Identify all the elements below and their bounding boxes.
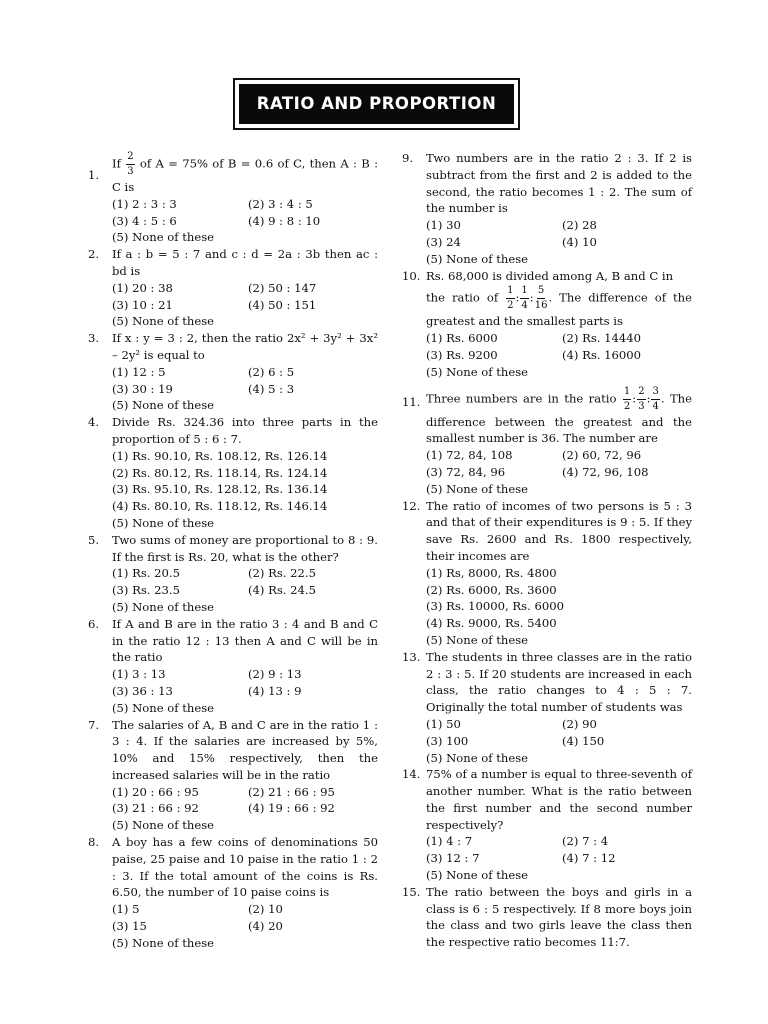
option[interactable]: (1) 20 : 38 — [112, 280, 173, 295]
option[interactable]: (1) Rs, 8000, Rs. 4800 — [426, 565, 557, 580]
option[interactable]: (4) Rs. 16000 — [562, 347, 642, 362]
option[interactable]: (5) None of these — [426, 632, 529, 647]
option[interactable]: (1) 50 — [426, 716, 461, 731]
option[interactable]: (2) 7 : 4 — [562, 834, 609, 849]
option[interactable]: (1) 3 : 13 — [112, 667, 166, 682]
question-2 — [88, 246, 378, 330]
title-box — [233, 78, 520, 130]
option[interactable]: (2) Rs. 6000, Rs. 3600 — [426, 582, 557, 597]
question-8 — [88, 834, 378, 952]
option[interactable]: (1) 5 — [112, 902, 140, 917]
question-number: 8. — [88, 835, 100, 850]
option[interactable]: (2) 28 — [562, 218, 597, 233]
options — [426, 447, 692, 481]
page-title: RATIO AND PROPORTION — [239, 84, 514, 124]
question-number: 15. — [402, 884, 421, 899]
option[interactable]: (3) 15 — [112, 919, 147, 934]
option[interactable]: (2) 21 : 66 : 95 — [248, 784, 335, 799]
question-15 — [402, 884, 692, 951]
option[interactable]: (4) 7 : 12 — [562, 851, 616, 866]
question-3 — [88, 330, 378, 414]
option[interactable]: (5) None of these — [112, 700, 215, 715]
option[interactable]: (4) 10 — [562, 234, 597, 249]
option[interactable]: (4) 72, 96, 108 — [562, 464, 649, 479]
fraction: $\frac{1}{2}$ — [507, 285, 514, 312]
option[interactable]: (2) Rs. 14440 — [562, 331, 642, 346]
option[interactable]: (3) 30 : 19 — [112, 381, 173, 396]
option[interactable]: (1) 72, 84, 108 — [426, 448, 513, 463]
question-number: 10. — [402, 268, 421, 283]
option[interactable]: (4) 150 — [562, 733, 605, 748]
option[interactable]: (5) None of these — [112, 398, 215, 413]
question-text: If a : b = 5 : 7 and c : d = 2a : 3b then ac : bd is — [112, 247, 378, 278]
option[interactable]: (3) 72, 84, 96 — [426, 464, 506, 479]
option[interactable]: (4) 9 : 8 : 10 — [248, 213, 321, 228]
option[interactable]: (2) 9 : 13 — [248, 667, 302, 682]
question-12 — [402, 498, 692, 649]
question-1 — [88, 150, 378, 246]
question-text: The ratio of incomes of two persons is 5 : 3 and that of their expenditures is 9 : 5. If they save Rs. 2600 and Rs. 1800 respectively, their incomes are — [426, 498, 692, 563]
option[interactable]: (1) 2 : 3 : 3 — [112, 196, 177, 211]
question-number: 12. — [402, 498, 421, 513]
option[interactable]: (3) 21 : 66 : 92 — [112, 801, 199, 816]
options — [112, 784, 378, 818]
question-text: If x : y = 3 : 2, then the ratio 2x² + 3y² + 3x² – 2y² is equal to — [112, 331, 378, 362]
fraction: $\frac{2}{3}$ — [127, 151, 134, 177]
question-text: The salaries of A, B and C are in the ratio 1 : 3 : 4. If the salaries are increased by 5%, 10% and 15% respectively, then the increased salaries will be in the ratio — [112, 717, 378, 782]
option[interactable]: (1) Rs. 20.5 — [112, 566, 180, 581]
option[interactable]: (5) None of these — [426, 251, 529, 266]
options — [426, 833, 692, 867]
option[interactable]: (1) Rs. 6000 — [426, 331, 498, 346]
options — [112, 565, 378, 599]
options — [426, 217, 692, 251]
option[interactable]: (1) 4 : 7 — [426, 834, 473, 849]
option[interactable]: (3) 100 — [426, 733, 469, 748]
question-5 — [88, 532, 378, 616]
option[interactable]: (5) None of these — [426, 364, 529, 379]
question-number: 6. — [88, 616, 100, 631]
option[interactable]: (4) 50 : 151 — [248, 297, 317, 312]
question-13 — [402, 649, 692, 767]
options — [112, 901, 378, 935]
option[interactable]: (5) None of these — [426, 750, 529, 765]
option[interactable]: (2) 6 : 5 — [248, 364, 295, 379]
fraction: $\frac{1}{4}$ — [521, 285, 528, 312]
options — [426, 330, 692, 364]
option[interactable]: (4) 19 : 66 : 92 — [248, 801, 335, 816]
fraction: $\frac{2}{3}$ — [638, 385, 645, 412]
option[interactable]: (3) Rs. 9200 — [426, 347, 498, 362]
option[interactable]: (2) 90 — [562, 716, 597, 731]
question-text: If A and B are in the ratio 3 : 4 and B and C in the ratio 12 : 13 then A and C will be in the ratio — [112, 616, 378, 665]
options — [112, 196, 378, 230]
option[interactable]: (3) 12 : 7 — [426, 851, 480, 866]
question-number: 11. — [402, 394, 421, 409]
question-number: 2. — [88, 247, 100, 262]
option[interactable]: (1) 30 — [426, 218, 461, 233]
question-number: 5. — [88, 532, 100, 547]
fraction: $\frac{1}{2}$ — [623, 385, 631, 412]
option[interactable]: (4) Rs. 24.5 — [248, 583, 316, 598]
question-6 — [88, 616, 378, 717]
option[interactable]: (2) 10 — [248, 902, 283, 917]
question-number: 3. — [88, 331, 100, 346]
question-10 — [402, 268, 692, 381]
option[interactable]: (4) 13 : 9 — [248, 683, 302, 698]
option[interactable]: (1) 12 : 5 — [112, 364, 166, 379]
option[interactable]: (4) 5 : 3 — [248, 381, 295, 396]
right-column — [402, 150, 692, 951]
options — [426, 716, 692, 750]
question-text: The students in three classes are in the ratio 2 : 3 : 5. If 20 students are increased in each class, the ratio changes to 4 : 5 : 7. Originally the total number of students was — [426, 649, 692, 715]
option[interactable]: (3) Rs. 10000, Rs. 6000 — [426, 599, 564, 614]
question-text: Three numbers are in the ratio $\frac{1}{2}$ : $\frac{2}{3}$ : $\frac{3}{4}$ . The difference between the greatest and the smallest number is 36. The number are — [426, 385, 693, 446]
option[interactable]: (5) None of these — [112, 818, 215, 833]
option[interactable]: (5) None of these — [426, 481, 529, 496]
options — [112, 666, 378, 700]
option[interactable]: (3) Rs. 23.5 — [112, 583, 180, 598]
option[interactable]: (4) Rs. 80.10, Rs. 118.12, Rs. 146.14 — [112, 499, 328, 514]
option[interactable]: (2) Rs. 80.12, Rs. 118.14, Rs. 124.14 — [112, 465, 328, 480]
question-number: 1. — [88, 168, 100, 182]
question-text: Two numbers are in the ratio 2 : 3. If 2 is subtract from the first and 2 is added to the second, the ratio becomes 1 : 2. The sum of the number is — [426, 151, 692, 216]
question-text: Divide Rs. 324.36 into three parts in the proportion of 5 : 6 : 7. — [112, 415, 378, 446]
question-number: 4. — [88, 415, 100, 430]
question-7 — [88, 717, 378, 835]
option[interactable]: (5) None of these — [112, 230, 215, 245]
question-11 — [402, 385, 692, 498]
option[interactable]: (5) None of these — [112, 314, 215, 329]
option[interactable]: (4) 20 — [248, 919, 283, 934]
option[interactable]: (4) Rs. 9000, Rs. 5400 — [426, 616, 557, 631]
option[interactable]: (5) None of these — [112, 599, 215, 614]
option[interactable]: (1) Rs. 90.10, Rs. 108.12, Rs. 126.14 — [112, 448, 328, 463]
option[interactable]: (5) None of these — [426, 868, 529, 883]
option[interactable]: (5) None of these — [112, 515, 215, 530]
question-text: The ratio between the boys and girls in a class is 6 : 5 respectively. If 8 more boys join the class and two girls leave the class then the respective ratio becomes 11:7. — [426, 884, 692, 950]
option[interactable]: (2) Rs. 22.5 — [248, 566, 316, 581]
options — [112, 364, 378, 398]
question-text: Rs. 68,000 is divided among A, B and C in the ratio of $\frac{1}{2}$ : $\frac{1}{4}$ : $\frac{5}{16}$ . The difference of the greatest and the smallest parts is — [426, 268, 692, 329]
question-text: If $\frac{2}{3}$ of A = 75% of B = 0.6 of C, then A : B : C is — [112, 151, 379, 194]
option[interactable]: (2) 50 : 147 — [248, 280, 317, 295]
question-9 — [402, 150, 692, 268]
option[interactable]: (5) None of these — [112, 935, 215, 950]
option[interactable]: (3) 4 : 5 : 6 — [112, 213, 177, 228]
question-number: 13. — [402, 649, 421, 664]
question-text: 75% of a number is equal to three-seventh of another number. What is the ratio between the first number and the second number respectively? — [426, 767, 692, 832]
option[interactable]: (3) 10 : 21 — [112, 297, 173, 312]
question-text: Two sums of money are proportional to 8 : 9. If the first is Rs. 20, what is the other? — [112, 532, 378, 564]
fraction: $\frac{3}{4}$ — [652, 385, 659, 412]
option[interactable]: (2) 3 : 4 : 5 — [248, 196, 313, 211]
option[interactable]: (2) 60, 72, 96 — [562, 448, 642, 463]
question-number: 9. — [402, 151, 414, 165]
option[interactable]: (3) 36 : 13 — [112, 683, 173, 698]
fraction: $\frac{5}{16}$ — [534, 285, 548, 312]
question-text: A boy has a few coins of denominations 50 paise, 25 paise and 10 paise in the ratio 1 : 2 : 3. If the total amount of the coins is Rs. 6.50, the number of 10 paise coins is — [112, 835, 378, 900]
question-number: 14. — [402, 767, 421, 782]
option[interactable]: (3) Rs. 95.10, Rs. 128.12, Rs. 136.14 — [112, 482, 328, 497]
option[interactable]: (3) 24 — [426, 234, 461, 249]
options — [112, 280, 378, 314]
question-4 — [88, 414, 378, 532]
option[interactable]: (1) 20 : 66 : 95 — [112, 784, 199, 799]
question-number: 7. — [88, 717, 100, 732]
left-column — [88, 150, 378, 952]
question-14 — [402, 766, 692, 884]
